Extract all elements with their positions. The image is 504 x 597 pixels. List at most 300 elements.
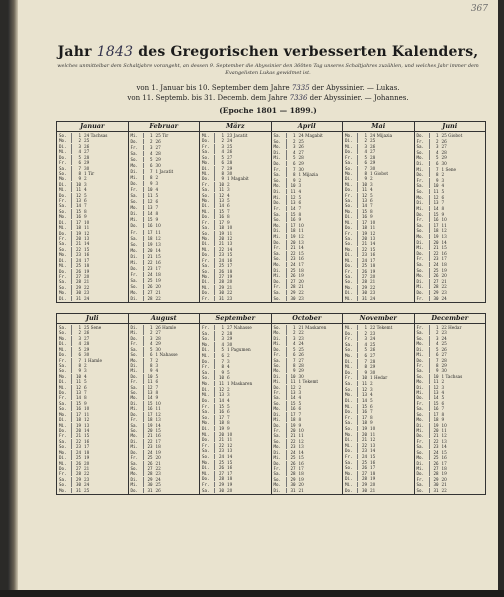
day-number: 12 <box>290 384 296 390</box>
abyssinian-date: 15 <box>155 253 161 259</box>
day-row <box>129 439 200 444</box>
day-row <box>415 466 486 471</box>
abyssinian-date: 23 <box>441 330 447 336</box>
weekday: Do. <box>57 155 72 160</box>
day-row <box>129 242 200 247</box>
weekday: Do. <box>343 448 358 453</box>
day-row <box>200 285 271 290</box>
month-days <box>343 324 414 494</box>
abyssinian-date: 2 <box>227 386 230 392</box>
day-number: 31 <box>218 295 224 301</box>
abyssinian-date: 28 <box>84 341 90 347</box>
abyssinian-date: 11 <box>370 225 376 231</box>
abyssinian-date: 13 <box>298 239 304 245</box>
day-row <box>57 341 128 346</box>
abyssinian-date: 5 <box>155 193 159 199</box>
weekday: Sa. <box>57 439 72 444</box>
weekday: Do. <box>415 212 430 217</box>
day-number: 18 <box>361 225 367 231</box>
abyssinian-date: 26 <box>298 144 304 150</box>
abyssinian-date: 17 <box>155 438 161 444</box>
day-row <box>129 488 200 493</box>
abyssinian-date: 6 <box>227 375 230 381</box>
day-number: 6 <box>292 352 296 358</box>
day-row <box>343 269 414 274</box>
weekday: So. <box>200 336 215 341</box>
weekday: Mo. <box>415 273 430 278</box>
abyssinian-date: 14 <box>298 245 304 251</box>
abyssinian-date: 5 <box>370 192 373 198</box>
day-row <box>200 426 271 431</box>
day-number: 13 <box>290 200 296 206</box>
day-row <box>57 358 128 363</box>
abyssinian-date: 7 <box>298 411 302 417</box>
day-number: 1 <box>364 133 367 138</box>
day-number: 31 <box>75 487 81 493</box>
abyssinian-date: 6 <box>84 384 87 390</box>
day-number: 25 <box>290 455 296 461</box>
month-column <box>343 314 415 494</box>
weekday: Di. <box>272 228 287 233</box>
abyssinian-date: 21 <box>155 460 161 466</box>
day-number: 23 <box>361 252 367 258</box>
month-column <box>272 122 344 302</box>
abyssinian-date: 17 <box>227 470 233 476</box>
day-row <box>57 347 128 352</box>
day-row <box>272 167 343 172</box>
month-days <box>415 132 486 302</box>
weekday: Fr. <box>272 390 287 395</box>
abyssinian-date: 26 <box>441 346 447 352</box>
weekday: Mi. <box>343 220 358 225</box>
abyssinian-date: 18 <box>370 263 376 269</box>
weekday: Di. <box>57 417 72 422</box>
day-number: 30 <box>361 487 367 493</box>
weekday: Fr. <box>272 466 287 471</box>
day-number: 25 <box>218 263 224 269</box>
weekday: Do. <box>415 471 430 476</box>
weekday: Di. <box>57 296 72 301</box>
abyssinian-date: 24 <box>441 295 447 301</box>
weekday: Di. <box>129 296 144 301</box>
weekday: Sa. <box>415 406 430 411</box>
day-row <box>415 477 486 482</box>
abyssinian-date: 7 <box>441 406 445 412</box>
day-number: 21 <box>433 433 439 439</box>
abyssinian-date: 5 <box>227 369 230 375</box>
day-row <box>272 273 343 278</box>
day-row <box>343 476 414 481</box>
abyssinian-date: 11 <box>155 229 161 235</box>
month-days <box>129 324 200 494</box>
month-name: September <box>200 314 271 324</box>
day-number: 24 <box>147 271 153 277</box>
day-row <box>57 363 128 368</box>
abyssinian-date: 22 <box>298 290 304 296</box>
day-row <box>343 448 414 453</box>
day-row <box>200 454 271 459</box>
day-row <box>129 330 200 335</box>
weekday: Fr. <box>200 404 215 409</box>
weekday: Mo. <box>57 290 72 295</box>
day-number: 15 <box>75 208 81 214</box>
abyssinian-date: 25 <box>298 138 304 144</box>
weekday: Mo. <box>343 432 358 437</box>
day-number: 21 <box>433 245 439 251</box>
day-row <box>272 477 343 482</box>
day-row <box>200 415 271 420</box>
weekday: Mo. <box>200 198 215 203</box>
weekday: Di. <box>57 182 72 187</box>
abyssinian-date: 28 <box>227 330 233 336</box>
day-number: 13 <box>433 390 439 396</box>
day-number: 9 <box>364 176 367 182</box>
weekday: Mo. <box>129 433 144 438</box>
weekday: So. <box>57 482 72 487</box>
calendar-table-first-half <box>56 121 486 303</box>
abyssinian-date: 3 <box>441 384 445 390</box>
day-row <box>200 203 271 208</box>
day-number: 25 <box>361 459 367 465</box>
abyssinian-date: 29 <box>155 157 161 163</box>
weekday: So. <box>57 406 72 411</box>
day-row <box>272 466 343 471</box>
weekday: So. <box>272 256 287 261</box>
day-number: 25 <box>433 455 439 461</box>
weekday: Mi. <box>343 144 358 149</box>
day-number: 14 <box>361 397 367 403</box>
abyssinian-date: 14 <box>155 247 161 253</box>
abyssinian-date: 26 <box>155 139 161 145</box>
day-row <box>57 138 128 143</box>
abyssinian-date: 6 <box>84 198 87 204</box>
abyssinian-date: 2 <box>155 175 159 181</box>
day-row <box>129 406 200 411</box>
day-row <box>272 212 343 217</box>
weekday: So. <box>129 352 144 357</box>
weekday: Di. <box>129 169 144 174</box>
weekday: Fr. <box>343 336 358 341</box>
abyssinian-date: 7 <box>441 200 445 206</box>
day-row <box>415 245 486 250</box>
day-number: 12 <box>147 384 153 390</box>
day-row <box>129 401 200 406</box>
day-row <box>272 488 343 493</box>
day-number: 16 <box>75 214 81 220</box>
day-row <box>200 279 271 284</box>
abyssinian-date: 21 <box>298 487 304 493</box>
abyssinian-date: 24 <box>370 295 376 301</box>
day-number: 7 <box>435 166 439 172</box>
day-row <box>343 225 414 230</box>
weekday: Mo. <box>415 341 430 346</box>
day-number: 12 <box>147 199 153 205</box>
weekday: Mo. <box>57 412 72 417</box>
weekday: Fr. <box>57 198 72 203</box>
weekday: Mo. <box>343 285 358 290</box>
weekday: Fr. <box>129 341 144 346</box>
day-number: 6 <box>364 353 367 359</box>
page-subtitle: welches unmittelbar dem Schaltjahre vorangeht, an dessen 9. September die Abyssinier den 360ten Tag unseres Schaltjahres zuzählen, und welches Jahr immer dem Evangelisten Lukas gewidmet ist. <box>57 63 479 76</box>
weekday: Di. <box>200 279 215 284</box>
day-row <box>415 330 486 335</box>
abyssinian-date: 22 <box>441 487 447 493</box>
abyssinian-date: 27 <box>84 149 90 155</box>
weekday: Fr. <box>200 144 215 149</box>
weekday: Fr. <box>129 455 144 460</box>
abyssinian-date: 22 <box>298 330 304 336</box>
day-number: 27 <box>147 465 153 471</box>
day-row <box>343 392 414 397</box>
day-number: 9 <box>364 369 367 375</box>
day-row <box>272 155 343 160</box>
day-row <box>129 266 200 271</box>
abyssinian-date: 20 <box>155 455 161 461</box>
day-number: 20 <box>433 239 439 245</box>
day-row <box>415 379 486 384</box>
weekday: Mi. <box>200 392 215 397</box>
day-row <box>200 149 271 154</box>
day-number: 17 <box>433 222 439 228</box>
abyssinian-date: 1 Tachsas <box>441 373 463 379</box>
abyssinian-date: 2 <box>441 172 445 178</box>
weekday: Di. <box>57 455 72 460</box>
abyssinian-date: 3 <box>370 386 373 392</box>
day-number: 22 <box>290 250 296 256</box>
weekday: Di. <box>415 461 430 466</box>
abyssinian-date: 9 <box>84 214 87 220</box>
day-number: 8 <box>221 364 224 370</box>
weekday: Fr. <box>415 477 430 482</box>
weekday: Mo. <box>415 417 430 422</box>
day-number: 1 <box>78 133 81 138</box>
day-number: 14 <box>218 203 224 209</box>
abyssinian-date: 15 <box>84 433 90 439</box>
day-number: 25 <box>75 263 81 269</box>
weekday: Mo. <box>343 133 358 138</box>
day-row <box>200 296 271 301</box>
day-row <box>272 228 343 233</box>
day-row <box>343 171 414 176</box>
day-row <box>415 296 486 301</box>
abyssinian-date: 6 <box>441 194 445 200</box>
day-row <box>129 325 200 330</box>
weekday: Mo. <box>272 144 287 149</box>
day-number: 17 <box>361 414 367 420</box>
weekday: Fr. <box>415 217 430 222</box>
weekday: Fr. <box>200 220 215 225</box>
abyssinian-date: 19 <box>227 273 233 279</box>
day-number: 26 <box>147 283 153 289</box>
abyssinian-date: 30 <box>298 166 304 172</box>
abyssinian-date: 23 <box>84 290 90 296</box>
day-row <box>415 150 486 155</box>
weekday: Do. <box>415 433 430 438</box>
weekday: Mi. <box>57 149 72 154</box>
day-number: 30 <box>218 290 224 296</box>
weekday: Mi. <box>57 263 72 268</box>
weekday: So. <box>200 415 215 420</box>
day-row <box>415 279 486 284</box>
day-row <box>129 336 200 341</box>
abyssinian-date: 27 <box>155 145 161 151</box>
weekday: Do. <box>415 133 430 138</box>
weekday: Sa. <box>415 482 430 487</box>
month-name: Juni <box>415 122 486 132</box>
weekday: Mo. <box>200 420 215 425</box>
day-row <box>129 379 200 384</box>
day-row <box>343 460 414 465</box>
weekday: Do. <box>272 461 287 466</box>
weekday: Mi. <box>200 432 215 437</box>
day-row <box>272 444 343 449</box>
day-number: 26 <box>433 460 439 466</box>
abyssinian-date: 1 Hedar <box>370 375 388 381</box>
day-number: 14 <box>433 205 439 211</box>
weekday: Di. <box>57 144 72 149</box>
day-number: 29 <box>75 284 81 290</box>
abyssinian-date: 11 <box>84 225 90 231</box>
day-number: 3 <box>435 144 439 150</box>
day-number: 9 <box>435 368 439 374</box>
day-row <box>129 187 200 192</box>
title-suffix: des Gregorischen verbesserten Kalenders, <box>138 44 479 60</box>
day-row <box>200 231 271 236</box>
abyssinian-date: 22 <box>441 284 447 290</box>
abyssinian-date: 17 <box>155 265 161 271</box>
weekday: Mi. <box>129 217 144 222</box>
day-row <box>129 181 200 186</box>
abyssinian-date: 4 <box>441 390 445 396</box>
day-number: 27 <box>290 465 296 471</box>
weekday: So. <box>272 477 287 482</box>
weekday: Sa. <box>57 279 72 284</box>
day-row <box>272 195 343 200</box>
day-row <box>129 139 200 144</box>
day-row <box>200 171 271 176</box>
day-number: 18 <box>75 225 81 231</box>
abyssinian-date: 1 Sene <box>441 166 457 172</box>
abyssinian-date: 26 <box>155 487 161 493</box>
abyssinian-date: 25 Tir <box>155 133 169 138</box>
weekday: Mi. <box>415 167 430 172</box>
weekday: Mi. <box>200 247 215 252</box>
day-number: 26 <box>75 460 81 466</box>
day-number: 3 <box>221 143 224 149</box>
weekday: Fr. <box>343 454 358 459</box>
day-row <box>415 352 486 357</box>
month-name: Februar <box>129 122 200 132</box>
day-number: 4 <box>292 149 296 155</box>
abyssinian-date: 12 <box>441 433 447 439</box>
weekday: Do. <box>129 181 144 186</box>
weekday: Fr. <box>272 428 287 433</box>
month-name: December <box>415 314 486 324</box>
month-days <box>57 324 128 494</box>
day-number: 22 <box>75 246 81 252</box>
day-number: 18 <box>147 235 153 241</box>
weekday: Di. <box>415 240 430 245</box>
day-number: 28 <box>433 284 439 290</box>
abyssinian-date: 6 <box>370 198 373 204</box>
abyssinian-date: 17 <box>84 257 90 263</box>
weekday: Mi. <box>57 385 72 390</box>
day-row <box>343 437 414 442</box>
abyssinian-date: 7 <box>155 205 159 211</box>
day-row <box>343 296 414 301</box>
day-number: 7 <box>221 358 224 364</box>
abyssinian-date: 29 <box>370 160 376 166</box>
day-row <box>129 466 200 471</box>
abyssinian-date: 27 <box>370 353 376 359</box>
weekday: Mo. <box>272 406 287 411</box>
weekday: So. <box>129 390 144 395</box>
day-row <box>343 198 414 203</box>
weekday: Do. <box>200 252 215 257</box>
day-number: 10 <box>433 183 439 189</box>
day-number: 24 <box>147 449 153 455</box>
weekday: Do. <box>129 139 144 144</box>
abyssinian-date: 5 <box>298 400 302 406</box>
abyssinian-date: 4 <box>370 392 373 398</box>
weekday: Sa. <box>129 151 144 156</box>
day-number: 22 <box>361 442 367 448</box>
day-row <box>272 336 343 341</box>
day-number: 2 <box>221 330 224 336</box>
abyssinian-date: 23 Jacatit <box>227 133 248 138</box>
abyssinian-date: 28 <box>155 335 161 341</box>
day-row <box>272 330 343 335</box>
abyssinian-date: 29 <box>155 341 161 347</box>
abyssinian-date: 5 <box>84 379 87 385</box>
day-number: 2 <box>292 330 296 336</box>
day-row <box>57 258 128 263</box>
day-number: 22 <box>75 438 81 444</box>
day-row <box>57 450 128 455</box>
day-number: 8 <box>364 170 367 176</box>
day-row <box>343 220 414 225</box>
weekday: Mi. <box>343 443 358 448</box>
abyssinian-date: 18 <box>227 268 233 274</box>
weekday: Mo. <box>415 379 430 384</box>
day-row <box>200 465 271 470</box>
day-number: 4 <box>149 151 153 157</box>
day-row <box>129 199 200 204</box>
day-row <box>57 455 128 460</box>
day-row <box>343 342 414 347</box>
day-number: 22 <box>218 246 224 252</box>
weekday: Sa. <box>200 187 215 192</box>
weekday: Do. <box>57 390 72 395</box>
day-number: 29 <box>290 290 296 296</box>
weekday: Fr. <box>129 145 144 150</box>
month-name: Mai <box>343 122 414 132</box>
abyssinian-date: 17 <box>370 465 376 471</box>
day-row <box>57 296 128 301</box>
day-number: 22 <box>433 250 439 256</box>
weekday: Di. <box>272 488 287 493</box>
abyssinian-date: 7 <box>370 203 373 209</box>
day-number: 21 <box>361 241 367 247</box>
weekday: Fr. <box>272 206 287 211</box>
day-number: 11 <box>218 381 224 387</box>
day-number: 16 <box>361 409 367 415</box>
abyssinian-date: 3 <box>84 368 87 374</box>
day-number: 9 <box>149 181 153 187</box>
day-row <box>57 236 128 241</box>
day-row <box>57 412 128 417</box>
weekday: Do. <box>272 161 287 166</box>
